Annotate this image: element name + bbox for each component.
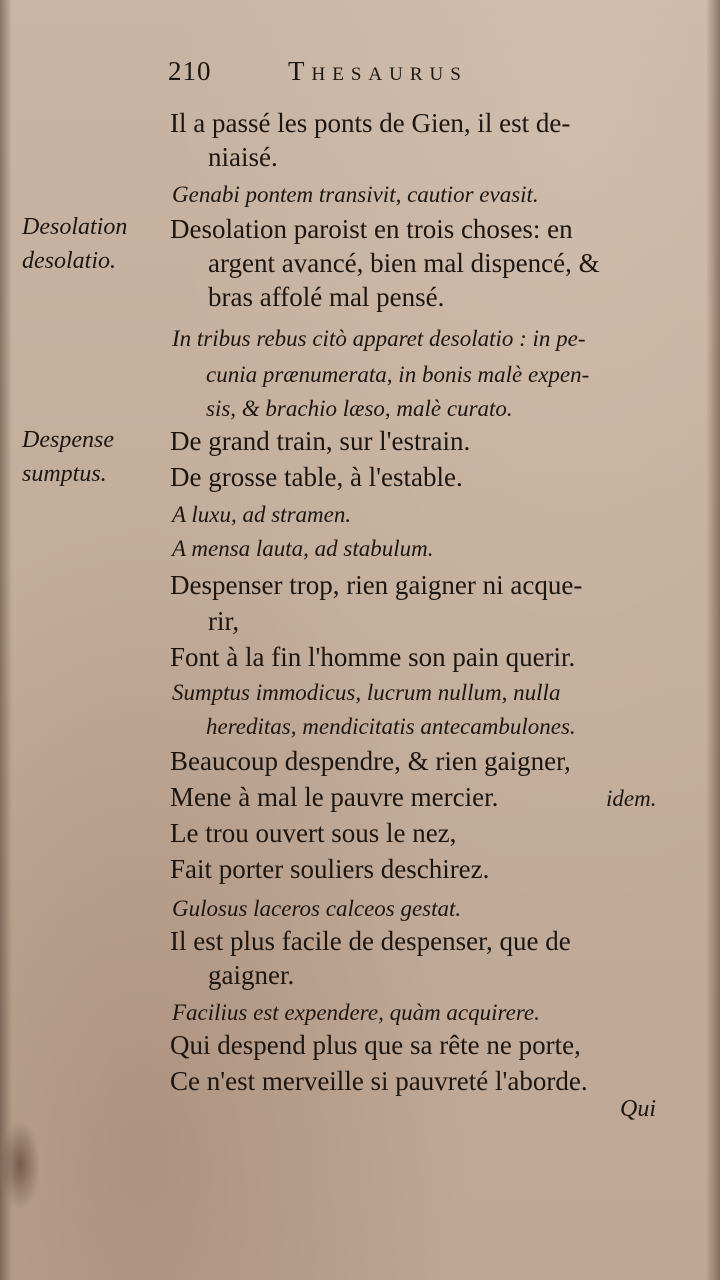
- running-title: Thesaurus: [288, 56, 468, 86]
- text-line: Desolation paroist en trois choses: en: [170, 214, 573, 244]
- text-line: bras affolé mal pensé.: [208, 282, 445, 312]
- latin-line: Genabi pontem transivit, cautior evasit.: [172, 182, 539, 207]
- margin-note-line: desolatio.: [22, 248, 116, 274]
- running-header: [168, 56, 608, 96]
- text-line: Le trou ouvert sous le nez,: [170, 818, 457, 848]
- text-line: gaigner.: [208, 960, 295, 990]
- text-line: Il est plus facile de despenser, que de: [170, 926, 571, 956]
- page-edge-shadow: [706, 0, 720, 1280]
- text-line: rir,: [208, 606, 240, 636]
- margin-note-desolation: [22, 210, 162, 278]
- latin-line: A luxu, ad stramen.: [172, 502, 352, 527]
- latin-line: Facilius est expendere, quàm acquirere.: [172, 1000, 540, 1025]
- page-number: 210: [168, 56, 212, 86]
- margin-note-line: Despense: [22, 427, 114, 453]
- text-line: Despenser trop, rien gaigner ni acque-: [170, 570, 583, 600]
- latin-line: Sumptus immodicus, lucrum nullum, nulla: [172, 680, 561, 705]
- margin-note-line: sumptus.: [22, 461, 107, 487]
- paper-stain: [0, 1120, 40, 1210]
- text-line: Mene à mal le pauvre mercier.: [170, 782, 499, 812]
- page-gutter-shadow: [0, 0, 12, 1280]
- latin-line: hereditas, mendicitatis antecambulones.: [206, 714, 576, 739]
- latin-line: sis, & brachio læso, malè curato.: [206, 396, 513, 421]
- idem-note: idem.: [606, 786, 657, 811]
- latin-line: cunia prænumerata, in bonis malè expen-: [206, 362, 590, 387]
- text-line: Fait porter souliers deschirez.: [170, 854, 490, 884]
- text-line: Ce n'est merveille si pauvreté l'aborde.: [170, 1066, 588, 1096]
- text-line: Qui despend plus que sa rête ne porte,: [170, 1030, 581, 1060]
- latin-line: A mensa lauta, ad stabulum.: [172, 536, 434, 561]
- text-line: De grosse table, à l'estable.: [170, 462, 463, 492]
- margin-note-despense: [22, 423, 162, 491]
- latin-line: In tribus rebus citò apparet desolatio : in pe-: [172, 326, 586, 351]
- catchword: Qui: [620, 1096, 656, 1122]
- text-line: De grand train, sur l'estrain.: [170, 426, 471, 456]
- latin-line: Gulosus laceros calceos gestat.: [172, 896, 462, 921]
- text-line: Font à la fin l'homme son pain querir.: [170, 642, 576, 672]
- margin-note-line: Desolation: [22, 214, 128, 240]
- text-line: niaisé.: [208, 142, 278, 172]
- text-line: Il a passé les ponts de Gien, il est de-: [170, 108, 571, 138]
- text-line: argent avancé, bien mal dispencé, &: [208, 248, 600, 278]
- text-line: Beaucoup despendre, & rien gaigner,: [170, 746, 571, 776]
